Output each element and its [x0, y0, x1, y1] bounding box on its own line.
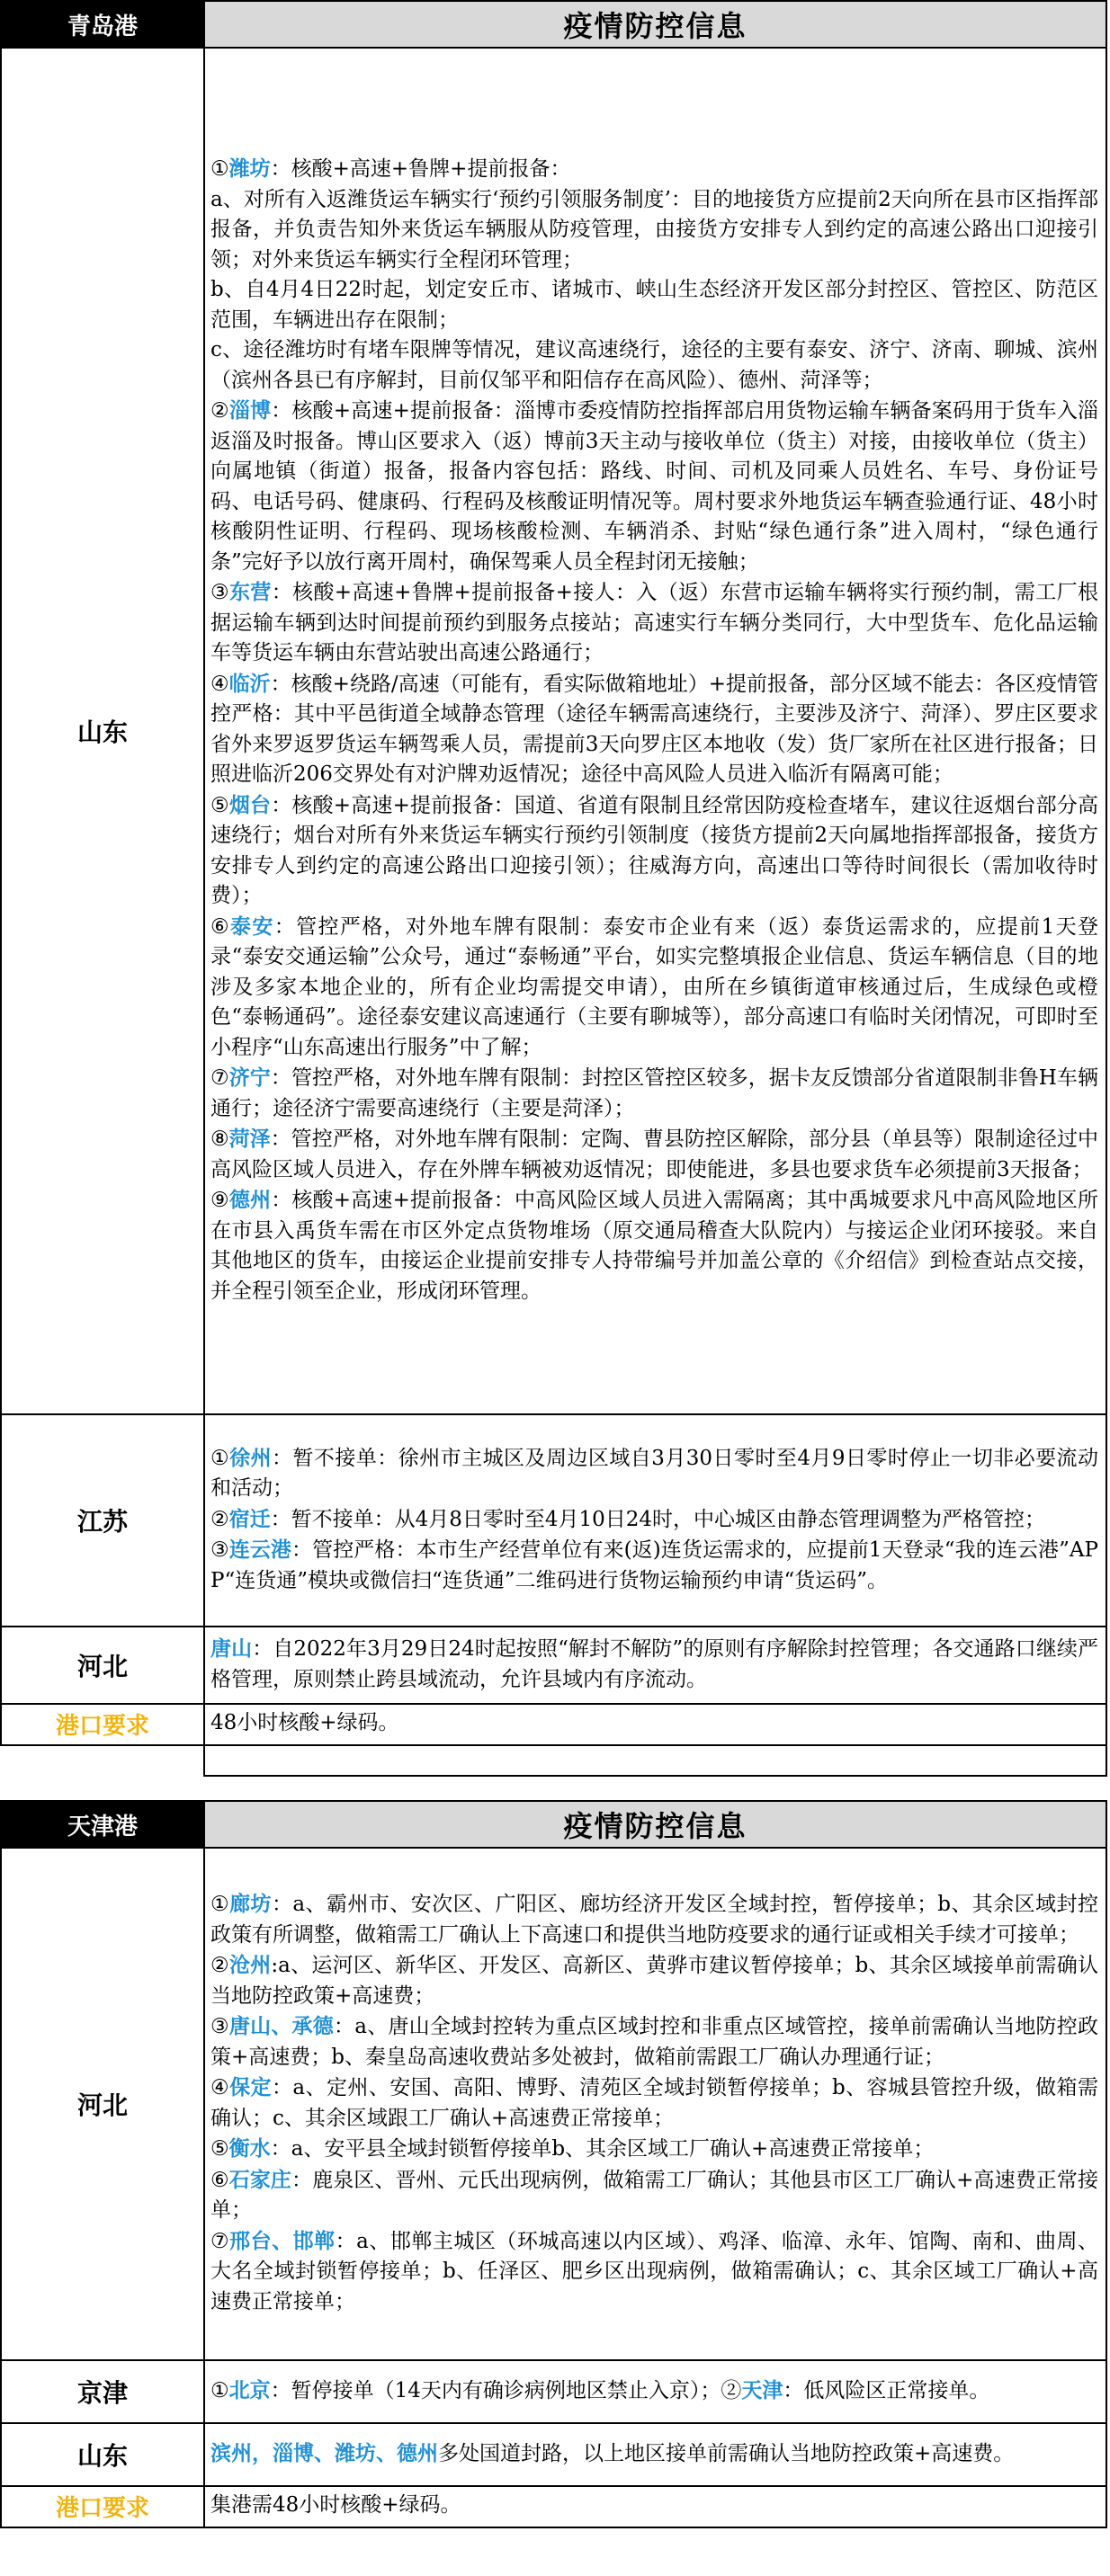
item-text: ：管控严格：本市生产经营单位有来(返)连货运需求的，应提前1天登录“我的连云港”APP“连货通”模块或微信扫“连货通”二维码进行货物运输预约申请“货运码”。 — [210, 1538, 1098, 1592]
item-weifang — [210, 154, 1098, 185]
item-number: ⑥ — [210, 2168, 229, 2192]
item-heze — [210, 1124, 1098, 1185]
region-shandong: 山东 — [1, 2423, 204, 2486]
item-number: ⑦ — [210, 1066, 229, 1090]
item-text: ：管控严格，对外地车牌有限制：泰安市企业有来（返）泰货运需求的，应提前1天登录“泰安交通运输”公众号，通过“泰畅通”平台，如实完整填报企业信息、货运车辆信息（目的地涉及多家本地企业的，所有企业均需提交申请），由所在乡镇街道审核通过后，生成绿色或橙色“泰畅通码”。途径泰安建议高速通行（主要有聊城等），部分高速口有临时关闭情况，可即时至小程序“山东高速出行服务”中了解； — [210, 914, 1099, 1059]
tianjin-hebei-content — [204, 1848, 1106, 2360]
hebei-content — [204, 1627, 1106, 1704]
item-yantai — [210, 790, 1098, 912]
item-text: ：a、霸州市、安次区、广阳区、廊坊经济开发区全域封控，暂停接单；b、其余区域封控政策有所调整，做箱需工厂确认上下高速口和提供当地防疫要求的通行证或相关手续才可接单； — [210, 1893, 1098, 1947]
qingdao-port-header: 青岛港 — [1, 1, 204, 48]
weifang-line-a: a、对所有入返潍货运车辆实行‘预约引领服务制度’：目的地接货方应提前2天向所在县市区指挥部报备，并负责告知外来货运车辆服从防疫管理，由接货方安排专人到约定的高速公路出口迎接引领；对外来货运车辆实行全程闭环管理； — [210, 187, 1098, 272]
item-xuzhou — [210, 1443, 1098, 1504]
city-list: 滨州，淄博、潍坊、德州 — [210, 2440, 438, 2465]
item-text: :a、运河区、新华区、开发区、高新区、黄骅市建议暂停接单；b、其余区域接单前需确认当地防控政策+高速费； — [210, 1954, 1099, 2008]
item-number: ⑦ — [210, 2229, 230, 2253]
item-text: ：a、定州、安国、高阳、博野、清苑区全域封锁暂停接单；b、容城县管控升级，做箱需确认；c、其余区域跟工厂确认+高速费正常接单； — [210, 2076, 1098, 2130]
item-text: ：核酸+绕路/高速（可能有，看实际做箱地址）+提前报备，部分区域不能去：各区疫情管控严格：其中平邑街道全域静态管理（途径车辆需高速绕行，主要涉及济宁、菏泽）、罗庄区要求省外来罗返罗货运车辆驾乘人员，需提前3天向罗庄区本地收（发）货厂家所在社区进行报备；日照进临沂206交界处有对沪牌劝返情况；途径中高风险人员进入临沂有隔离可能； — [210, 672, 1099, 786]
tianjin-shandong-content — [204, 2423, 1106, 2486]
item-baoding — [210, 2072, 1098, 2134]
item-text: ：暂停接单（14天内有确诊病例地区禁止入京）； — [270, 2378, 721, 2402]
region-hebei: 河北 — [1, 1848, 204, 2360]
item-taian — [210, 912, 1098, 1064]
tianjin-port-header: 天津港 — [1, 1801, 204, 1848]
item-number: ① — [210, 2378, 229, 2402]
item-text: 多处国道封路，以上地区接单前需确认当地防控政策+高速费。 — [438, 2441, 1015, 2465]
qingdao-title-header: 疫情防控信息 — [204, 1, 1106, 48]
item-number: ② — [721, 2378, 742, 2402]
jiangsu-content — [204, 1414, 1106, 1627]
city-tianjin: 天津 — [741, 2377, 783, 2402]
city-jining: 济宁 — [228, 1065, 271, 1090]
city-tangshan: 唐山 — [210, 1636, 253, 1661]
shandong-content — [204, 48, 1106, 1414]
region-jiangsu: 江苏 — [1, 1414, 204, 1627]
item-text: ：核酸+高速+提前报备：淄博市委疫情防控指挥部启用货物运输车辆备案码用于货车入淄返淄及时报备。博山区要求入（返）博前3天主动与接收单位（货主）对接，由接收单位（货主）向属地镇（街道）报备，报备内容包括：路线、时间、司机及同乘人员姓名、车号、身份证号码、电话号码、健康码、行程码及核酸证明情况等。周村要求外地货运车辆查验通行证、48小时核酸阴性证明、行程码、现场核酸检测、车辆消杀、封贴“绿色通行条”进入周村，“绿色通行条”完好予以放行离开周村，确保驾乘人员全程封闭无接触； — [210, 399, 1098, 574]
item-number: ① — [210, 1893, 230, 1916]
item-number: ③ — [210, 581, 229, 604]
city-tangshan-chengde: 唐山、承德 — [228, 2014, 335, 2038]
item-number: ④ — [210, 672, 229, 696]
weifang-line-b: b、自4月4日22时起，划定安丘市、诸城市、峡山生态经济开发区部分封控区、管控区、防范区范围，车辆进出存在限制； — [210, 278, 1098, 332]
item-text: ：核酸+高速+提前报备：国道、省道有限制且经常因防疫检查堵车，建议往返烟台部分高速绕行；烟台对所有外来货运车辆实行预约引领制度（接货方提前2天向属地指挥部报备，接货方安排专人到约定的高速公路出口迎接引领）；往威海方向，高速出口等待时间很长（需加收待时费）； — [210, 793, 1098, 907]
item-text: ：自2022年3月29日24时起按照“解封不解防”的原则有序解除封控管理；各交通路口继续严格管理，原则禁止跨县域流动，允许县域内有序流动。 — [210, 1637, 1099, 1691]
item-number: ② — [210, 399, 229, 423]
item-text: ：管控严格，对外地车牌有限制：定陶、曹县防控区解除，部分县（单县等）限制途径过中高风险区域人员进入，存在外牌车辆被劝返情况；即使能进，多县也要求货车必须提前3天报备； — [210, 1128, 1099, 1181]
item-suqian — [210, 1504, 1098, 1536]
item-number: ③ — [210, 2015, 229, 2038]
city-shijiazhuang: 石家庄 — [228, 2167, 292, 2192]
region-shandong: 山东 — [1, 48, 204, 1414]
item-linyi — [210, 669, 1098, 790]
item-text: ：低风险区正常接单。 — [783, 2378, 990, 2402]
item-text: ：管控严格，对外地车牌有限制：封控区管控区较多，据卡友反馈部分省道限制非鲁H车辆通行；途径济宁需要高速绕行（主要是菏泽）； — [210, 1066, 1099, 1120]
item-text: ：暂不接单：从4月8日零时至4月10日24时，中心城区由静态管理调整为严格管控； — [270, 1507, 1046, 1531]
spacer — [1, 1745, 204, 1776]
item-tangshan — [210, 1634, 1098, 1695]
city-hengshui: 衡水 — [228, 2136, 271, 2161]
item-dezhou — [210, 1185, 1098, 1306]
item-text: ：暂不接单：徐州市主城区及周边区域自3月30日零时至4月9日零时停止一切非必要流动和活动； — [210, 1446, 1098, 1501]
item-number: ⑤ — [210, 2137, 229, 2161]
tianjin-requirement-text: 集港需48小时核酸+绿码。 — [204, 2486, 1106, 2527]
item-number: ① — [210, 157, 229, 181]
item-cangzhou — [210, 1950, 1098, 2011]
item-number: ④ — [210, 2076, 230, 2099]
city-weifang: 潍坊 — [228, 156, 271, 181]
city-langfang: 廊坊 — [229, 1892, 272, 1916]
city-xingtai-handan: 邢台、邯郸 — [229, 2228, 336, 2253]
tianjin-requirement-label: 港口要求 — [1, 2486, 204, 2527]
city-dongying: 东营 — [228, 580, 272, 604]
item-zibo — [210, 396, 1098, 577]
item-number: ⑨ — [210, 1189, 229, 1212]
tianjin-title-header: 疫情防控信息 — [204, 1801, 1106, 1848]
item-number: ③ — [210, 1538, 229, 1563]
city-heze: 菏泽 — [228, 1127, 271, 1151]
weifang-line-c: c、途径潍坊时有堵车限牌等情况，建议高速绕行，途径的主要有泰安、济宁、济南、聊城、滨州（滨州各县已有序解封，目前仅邹平和阳信存在高风险）、德州、菏泽等； — [210, 338, 1098, 392]
item-text: ：a、邯郸主城区（环城高速以内区域）、鸡泽、临漳、永年、馆陶、南和、曲周、大名全域封锁暂停接单；b、任泽区、肥乡区出现病例，做箱需确认；c、其余区域工厂确认+高速费正常接单； — [210, 2229, 1099, 2313]
city-yantai: 烟台 — [228, 792, 272, 817]
jingjin-content — [204, 2360, 1106, 2423]
item-hengshui — [210, 2134, 1098, 2165]
item-beijing-tianjin — [210, 2375, 1098, 2407]
city-beijing: 北京 — [228, 2377, 271, 2402]
qingdao-requirement-text: 48小时核酸+绿码。 — [204, 1704, 1106, 1745]
region-hebei: 河北 — [1, 1627, 204, 1704]
qingdao-requirement-label: 港口要求 — [1, 1704, 204, 1745]
item-dongying — [210, 577, 1098, 669]
city-cangzhou: 沧州 — [228, 1953, 272, 1977]
city-dezhou: 德州 — [228, 1188, 272, 1212]
item-text: ：a、安平县全域封锁暂停接单b、其余区域工厂确认+高速费正常接单； — [270, 2137, 935, 2161]
item-text: ：核酸+高速+提前报备：中高风险区域人员进入需隔离；其中禹城要求凡中高风险地区所在市县入禹货车需在市区外定点货物堆场（原交通局稽查大队院内）与接运企业闭环接驳。来自其他地区的货车，由接运企业提前安排专人持带编号并加盖公章的《介绍信》到检查站点交接，并全程引领至企业，形成闭环管理。 — [210, 1189, 1098, 1303]
city-suqian: 宿迁 — [228, 1506, 271, 1531]
item-text: ：a、唐山全域封控转为重点区域封控和非重点区域管控，接单前需确认当地防控政策+高速费；b、秦皇岛高速收费站多处被封，做箱前需跟工厂确认办理通行证； — [210, 2015, 1099, 2069]
item-number: ⑧ — [210, 1128, 229, 1151]
item-text: ：核酸+高速+鲁牌+提前报备+接人：入（返）东营市运输车辆将实行预约制，需工厂根据运输车辆到达时间提前预约到服务点接站；高速实行车辆分类同行，大中型货车、危化品运输车等货运车辆由东营站驶出高速公路通行； — [210, 581, 1098, 664]
item-tangshan-chengde — [210, 2011, 1098, 2072]
item-number: ① — [210, 1446, 230, 1470]
item-xingtai-handan — [210, 2226, 1098, 2318]
item-text: ：鹿泉区、晋州、元氏出现病例，做箱需工厂确认；其他县市区工厂确认+高速费正常接单； — [210, 2168, 1098, 2222]
item-langfang — [210, 1889, 1098, 1950]
item-shandong-cities — [210, 2438, 1098, 2470]
region-jingjin: 京津 — [1, 2360, 204, 2423]
item-number: ② — [210, 1954, 229, 1977]
item-number: ② — [210, 1507, 229, 1531]
item-shijiazhuang — [210, 2165, 1098, 2226]
city-baoding: 保定 — [229, 2075, 272, 2099]
city-xuzhou: 徐州 — [229, 1445, 272, 1470]
item-number: ⑤ — [210, 793, 229, 817]
city-zibo: 淄博 — [228, 398, 272, 423]
spacer — [204, 1745, 1106, 1776]
city-linyi: 临沂 — [228, 671, 271, 696]
city-taian: 泰安 — [230, 914, 274, 939]
tianjin-table — [0, 1800, 1107, 2528]
item-text: ：核酸+高速+鲁牌+提前报备： — [270, 157, 571, 181]
item-lianyungang — [210, 1535, 1098, 1596]
city-lianyungang: 连云港 — [228, 1538, 292, 1563]
item-jining — [210, 1063, 1098, 1124]
item-number: ⑥ — [210, 914, 230, 939]
